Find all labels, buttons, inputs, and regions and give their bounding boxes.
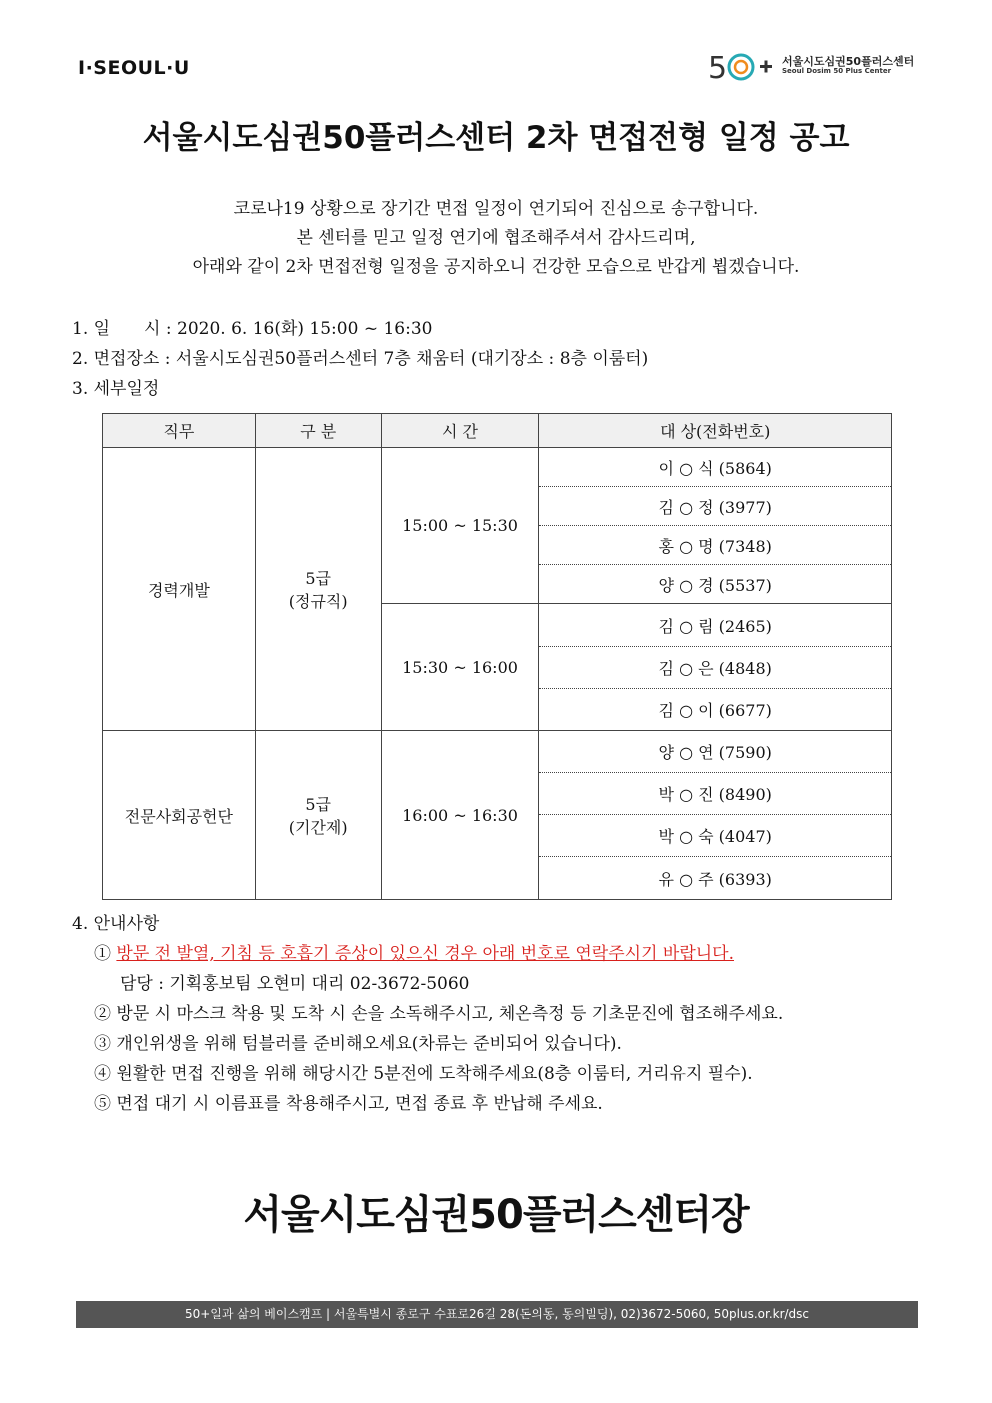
notice-item-1-text: 방문 전 발열, 기침 등 호흡기 증상이 있으신 경우 아래 번호로 연락주시기 바랍니다. (116, 944, 734, 964)
schedule-info (72, 314, 648, 404)
target-cell: 양 ○ 경 (5537) (539, 565, 892, 604)
grade-cell (255, 448, 381, 731)
info-datetime: 1. 일 시 : 2020. 6. 16(화) 15:00 ~ 16:30 (72, 319, 433, 339)
notice-item-5: ⑤ 면접 대기 시 이름표를 착용해주시고, 면접 종료 후 반납해 주세요. (94, 1094, 603, 1114)
table-header-row (103, 414, 892, 448)
grade-type: (기간제) (288, 818, 348, 837)
notice-item-1 (72, 939, 783, 969)
notice-item-3: ③ 개인위생을 위해 텀블러를 준비해오세요(차류는 준비되어 있습니다). (94, 1034, 622, 1054)
info-location: 2. 면접장소 : 서울시도심권50플러스센터 7층 채움터 (대기장소 : 8층 이룸터) (72, 349, 649, 369)
svg-text:5: 5 (708, 51, 728, 84)
target-cell: 박 ○ 진 (8490) (539, 773, 892, 815)
header-time: 시 간 (381, 414, 539, 448)
header-target: 대 상(전화번호) (539, 414, 892, 448)
target-cell: 박 ○ 숙 (4047) (539, 815, 892, 857)
target-cell: 이 ○ 식 (5864) (539, 448, 892, 487)
center-name-english: Seoul Dosim 50 Plus Center (782, 67, 892, 76)
job-cell: 경력개발 (103, 448, 256, 731)
fifty-plus-logo-icon (708, 48, 774, 84)
notice-item-1-mark: ① (94, 944, 111, 964)
intro-line-1: 코로나19 상황으로 장기간 면접 일정이 연기되어 진심으로 송구합니다. (233, 199, 759, 219)
center-name-korean: 서울시도심권50플러스센터 (782, 55, 915, 69)
center-logo (708, 48, 914, 84)
footer-bar: 50+일과 삶의 베이스캠프 | 서울특별시 종로구 수표로26길 28(돈의동, 동의빌딩), 02)3672-5060, 50plus.or.kr/dsc (76, 1301, 918, 1328)
intro-paragraph (0, 195, 992, 282)
seoul-brand-logo: I·SEOUL·U (78, 57, 190, 79)
grade-level: 5급 (305, 569, 332, 588)
target-cell: 김 ○ 이 (6677) (539, 689, 892, 731)
page-title: 서울시도심권50플러스센터 2차 면접전형 일정 공고 (142, 120, 850, 156)
target-cell: 김 ○ 정 (3977) (539, 487, 892, 526)
target-cell: 양 ○ 연 (7590) (539, 731, 892, 773)
table-row (103, 731, 892, 773)
time-cell: 15:30 ~ 16:00 (381, 604, 539, 731)
intro-line-2: 본 센터를 믿고 일정 연기에 협조해주셔서 감사드리며, (296, 228, 696, 248)
job-cell: 전문사회공헌단 (103, 731, 256, 900)
header-type: 구 분 (255, 414, 381, 448)
time-cell: 16:00 ~ 16:30 (381, 731, 539, 900)
notice-contact: 담당 : 기획홍보팀 오현미 대리 02-3672-5060 (120, 974, 470, 994)
target-cell: 김 ○ 은 (4848) (539, 647, 892, 689)
grade-cell (255, 731, 381, 900)
issuer-signature: 서울시도심권50플러스센터장 (243, 1192, 749, 1238)
notice-item-4: ④ 원활한 면접 진행을 위해 해당시간 5분전에 도착해주세요(8층 이룸터, 거리유지 필수). (94, 1064, 753, 1084)
info-detail-heading: 3. 세부일정 (72, 379, 160, 399)
target-cell: 홍 ○ 명 (7348) (539, 526, 892, 565)
notice-heading: 4. 안내사항 (72, 914, 160, 934)
grade-level: 5급 (305, 795, 332, 814)
table-row (103, 448, 892, 487)
header-job: 직무 (103, 414, 256, 448)
notice-section (72, 909, 783, 1119)
grade-type: (정규직) (288, 592, 348, 611)
time-cell: 15:00 ~ 15:30 (381, 448, 539, 604)
intro-line-3: 아래와 같이 2차 면접전형 일정을 공지하오니 건강한 모습으로 반갑게 뵙겠습니다. (192, 257, 800, 277)
notice-item-2: ② 방문 시 마스크 착용 및 도착 시 손을 소독해주시고, 체온측정 등 기초문진에 협조해주세요. (94, 1004, 784, 1024)
schedule-table (102, 413, 892, 900)
target-cell: 유 ○ 주 (6393) (539, 857, 892, 900)
target-cell: 김 ○ 림 (2465) (539, 604, 892, 647)
